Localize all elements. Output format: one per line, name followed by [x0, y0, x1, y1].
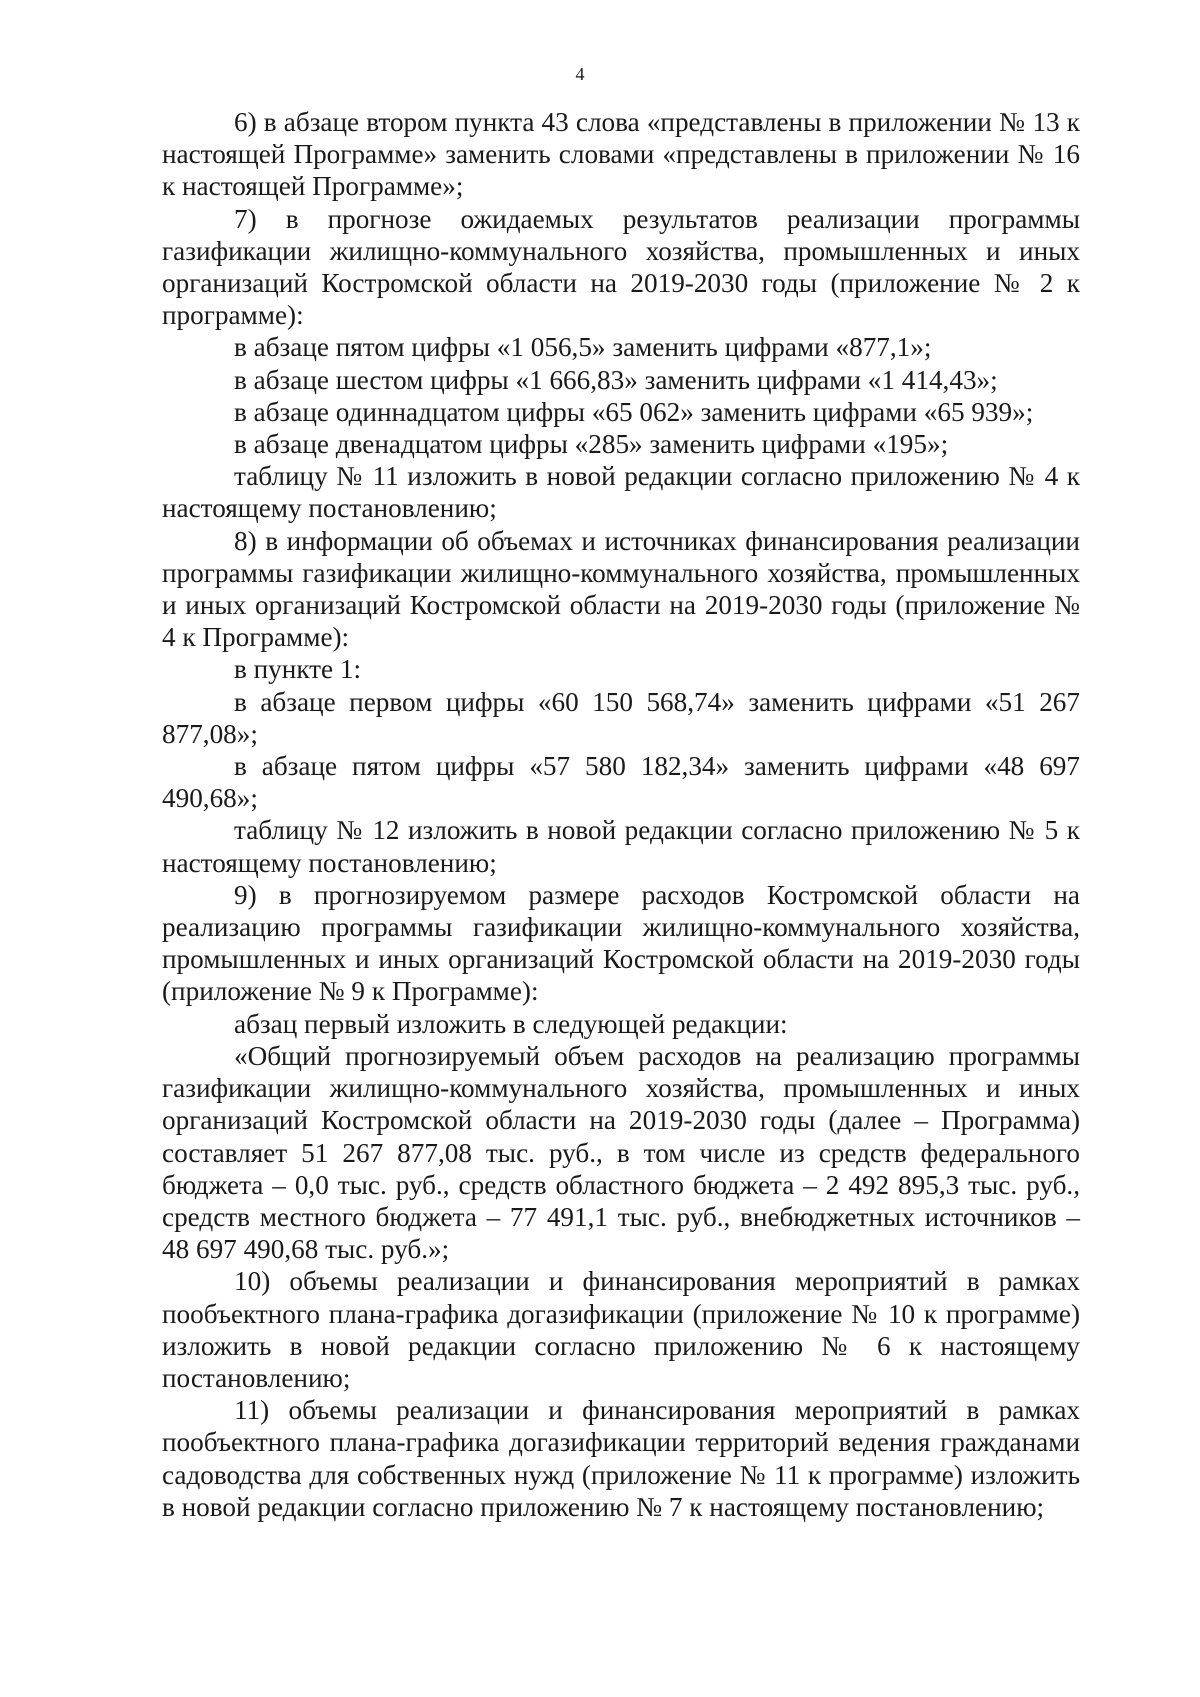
- paragraph-quoted-text: «Общий прогнозируемый объем расходов на реализацию программы газификации жилищно-коммунального хозяйства, промышленных и иных организаций Костромской области на 2019-2030 годы (далее – Программа) составляет 51 267 877,08 тыс. руб., в том числе из средств федерального бюджета – 0,0 тыс. руб., средств областного бюджета – 2 492 895,3 тыс. руб., средств местного бюджета – 77 491,1 тыс. руб., внебюджетных источников – 48 697 490,68 тыс. руб.»;: [162, 1040, 1080, 1265]
- paragraph-table-12: таблицу № 12 изложить в новой редакции согласно приложению № 5 к настоящему постановлению;: [162, 815, 1080, 878]
- paragraph-item-6: 6) в абзаце втором пункта 43 слова «представлены в приложении № 13 к настоящей Программе» заменить словами «представлены в приложении № 16 к настоящей Программе»;: [162, 107, 1080, 202]
- paragraph-abzac-new-edition: абзац первый изложить в следующей редакции:: [234, 1008, 788, 1039]
- paragraph-table-11: таблицу № 11 изложить в новой редакции согласно приложению № 4 к настоящему постановлению;: [162, 461, 1080, 524]
- paragraph-item-9: 9) в прогнозируемом размере расходов Костромской области на реализацию программы газификации жилищно-коммунального хозяйства, промышленных и иных организаций Костромской области на 2019-2030 годы (приложение № 9 к Программе):: [162, 879, 1080, 1007]
- paragraph-item-11: 11) объемы реализации и финансирования мероприятий в рамках пообъектного плана-графика догазификации территорий ведения гражданами садоводства для собственных нужд (приложение № 11 к программе) изложить в новой редакции согласно приложению № 7 к настоящему постановлению;: [162, 1395, 1080, 1522]
- document-body: [162, 106, 1080, 1523]
- paragraph-abzac-fifth: в абзаце пятом цифры «57 580 182,34» заменить цифрами «48 697 490,68»;: [162, 751, 1080, 814]
- paragraph-abzac-5: в абзаце пятом цифры «1 056,5» заменить цифрами «877,1»;: [234, 332, 932, 363]
- page-number: 4: [575, 64, 585, 84]
- paragraph-item-7: 7) в прогнозе ожидаемых результатов реализации программы газификации жилищно-коммунального хозяйства, промышленных и иных организаций Костромской области на 2019-2030 годы (приложение № 2 к программе):: [162, 203, 1080, 331]
- paragraph-abzac-6: в абзаце шестом цифры «1 666,83» заменить цифрами «1 414,43»;: [234, 364, 998, 395]
- paragraph-punkt-1: в пункте 1:: [234, 654, 362, 685]
- paragraph-item-10: 10) объемы реализации и финансирования мероприятий в рамках пообъектного плана-графика догазификации (приложение № 10 к программе) изложить в новой редакции согласно приложению № 6 к настоящему постановлению;: [162, 1266, 1080, 1393]
- paragraph-abzac-12: в абзаце двенадцатом цифры «285» заменить цифрами «195»;: [234, 429, 949, 460]
- paragraph-abzac-11: в абзаце одиннадцатом цифры «65 062» заменить цифрами «65 939»;: [234, 396, 1034, 427]
- paragraph-abzac-first: в абзаце первом цифры «60 150 568,74» заменить цифрами «51 267 877,08»;: [162, 686, 1080, 749]
- paragraph-item-8: 8) в информации об объемах и источниках финансирования реализации программы газификации жилищно-коммунального хозяйства, промышленных и иных организаций Костромской области на 2019-2030 годы (приложение № 4 к Программе):: [162, 525, 1080, 653]
